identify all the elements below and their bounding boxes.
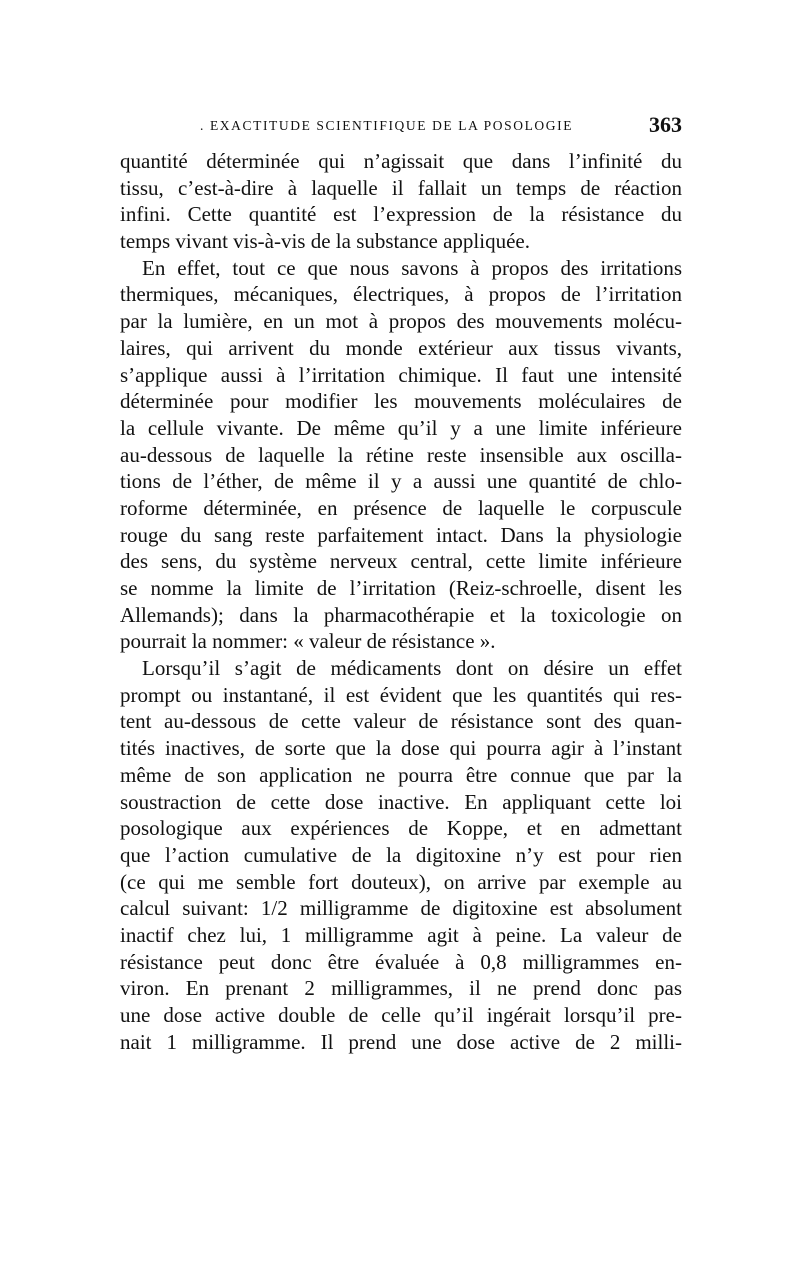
text-line: prompt ou instantané, il est évident que les quantités qui res- (120, 682, 682, 707)
text-line: même de son application ne pourra être connue que par la (120, 762, 682, 787)
text-line: des sens, du système nerveux central, cette limite inférieure (120, 549, 682, 574)
text-line: tions de l’éther, de même il y a aussi une quantité de chlo- (120, 469, 682, 494)
text-line: soustraction de cette dose inactive. En appliquant cette loi (120, 789, 682, 814)
text-line: quantité déterminée qui n’agissait que dans l’infinité du (120, 149, 682, 173)
text-line: s’applique aussi à l’irritation chimique. Il faut une intensité (120, 362, 682, 387)
page-number: 363 (649, 112, 682, 137)
text-line: que l’action cumulative de la digitoxine n’y est pour rien (120, 842, 682, 867)
text-line: une dose active double de celle qu’il ingérait lorsqu’il pre- (120, 1003, 682, 1027)
text-line: (ce qui me semble fort douteux), on arrive par exemple au (120, 869, 682, 894)
text-line: déterminée pour modifier les mouvements moléculaires de (120, 389, 682, 414)
text-line: par la lumière, en un mot à propos des mouvements molécu- (120, 309, 682, 334)
text-line: Allemands); dans la pharmacothérapie et la toxicologie on (120, 602, 682, 627)
text-line: résistance peut donc être évaluée à 0,8 milligrammes en- (120, 949, 682, 974)
text-line: la cellule vivante. De même qu’il y a une limite inférieure (120, 415, 682, 440)
text-line: roforme déterminée, en présence de laquelle le corpuscule (120, 495, 682, 520)
text-line: rouge du sang reste parfaitement intact. Dans la physiologie (120, 522, 682, 547)
text-line: nait 1 milligramme. Il prend une dose active de 2 milli- (120, 1029, 682, 1054)
text-line: temps vivant vis-à-vis de la substance appliquée. (120, 229, 530, 254)
text-line: pourrait la nommer: « valeur de résistance ». (120, 629, 496, 654)
text-line: tissu, c’est-à-dire à laquelle il fallait un temps de réaction (120, 175, 682, 200)
text-line: thermiques, mécaniques, électriques, à propos de l’irritation (120, 282, 682, 307)
text-line: viron. En prenant 2 milligrammes, il ne prend donc pas (120, 976, 682, 1001)
text-line: Lorsqu’il s’agit de médicaments dont on désire un effet (142, 656, 682, 681)
text-line: laires, qui arrivent du monde extérieur aux tissus vivants, (120, 335, 682, 360)
text-line: au-dessous de laquelle la rétine reste insensible aux oscilla- (120, 442, 682, 467)
body-text (120, 148, 682, 1055)
text-line: En effet, tout ce que nous savons à propos des irritations (142, 255, 682, 280)
text-line: infini. Cette quantité est l’expression de la résistance du (120, 202, 682, 227)
text-line: posologique aux expériences de Koppe, et en admettant (120, 816, 682, 841)
text-line: tités inactives, de sorte que la dose qui pourra agir à l’instant (120, 736, 682, 761)
running-title: . EXACTITUDE SCIENTIFIQUE DE LA POSOLOGIE (200, 118, 574, 133)
text-line: inactif chez lui, 1 milligramme agit à peine. La valeur de (120, 922, 682, 947)
text-line: calcul suivant: 1/2 milligramme de digitoxine est absolument (120, 896, 682, 921)
text-line: se nomme la limite de l’irritation (Reiz-schroelle, disent les (120, 576, 682, 600)
text-line: tent au-dessous de cette valeur de résistance sont des quan- (120, 709, 682, 734)
running-head (120, 112, 682, 142)
